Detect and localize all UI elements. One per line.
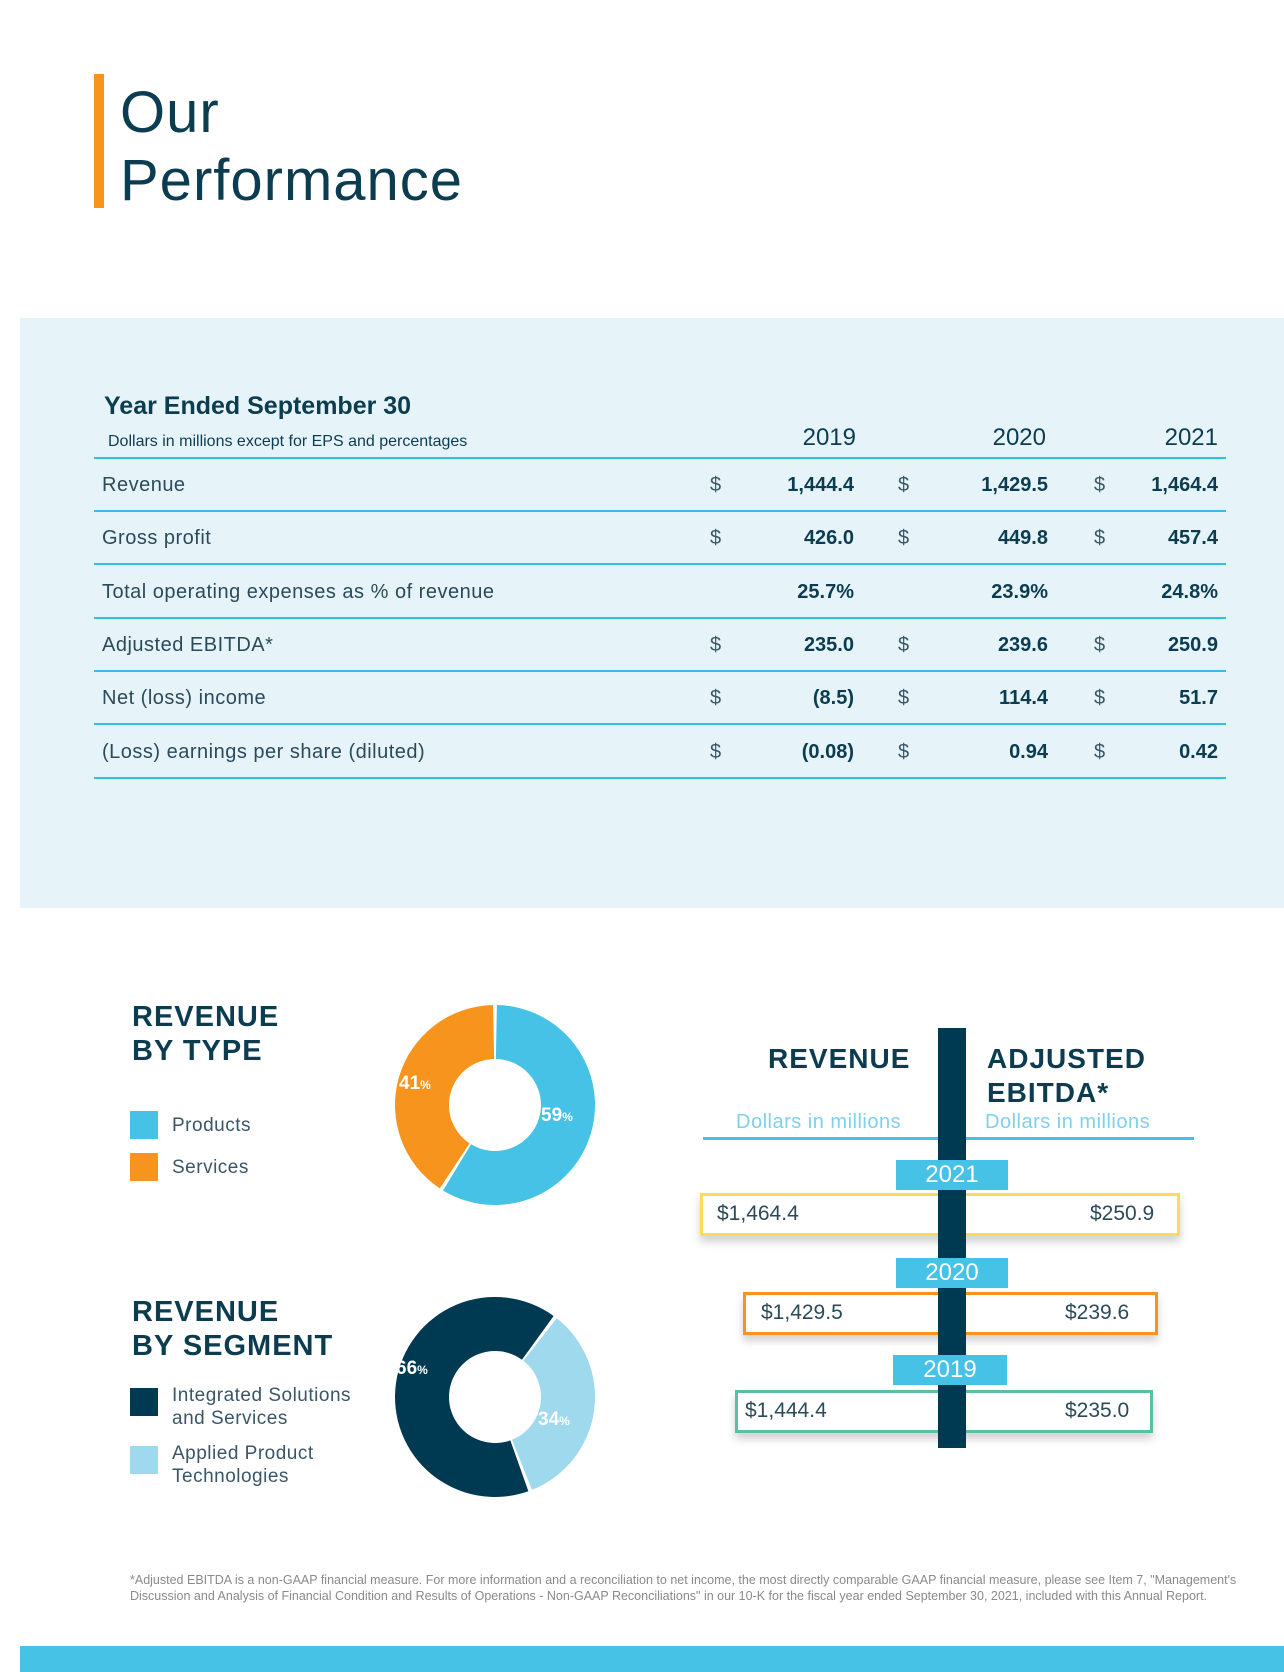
table-title: Year Ended September 30 — [104, 392, 412, 420]
rev-type-title-line1: REVENUE — [132, 1001, 280, 1033]
cell-value: 457.4 — [1167, 527, 1218, 549]
year-header-2020: 2020 — [992, 424, 1046, 451]
rev-segment-title-line1: REVENUE — [132, 1296, 280, 1328]
compare-sub-left: Dollars in millions — [736, 1111, 902, 1133]
currency-sign: $ — [898, 634, 910, 656]
currency-sign: $ — [710, 687, 722, 709]
revenue-value-2021: $1,464.4 — [717, 1202, 799, 1225]
table-subtitle: Dollars in millions except for EPS and percentages — [108, 433, 468, 450]
revenue-by-segment-donut — [390, 1292, 600, 1502]
row-label-adjusted-ebitda: Adjusted EBITDA* — [102, 634, 274, 656]
currency-sign: $ — [710, 527, 722, 549]
currency-sign: $ — [898, 687, 910, 709]
footnote: *Adjusted EBITDA is a non-GAAP financial measure. For more information and a reconciliation to net income, the most directly comparable GAAP financial measure, please see Item 7, "Management's Discussion and Analysis of Financial Condition and Results of Operations - Non-GAAP Reconciliations" in our 10-K for the fiscal year ended September 30, 2021, included with this Annual Report. — [130, 1573, 1237, 1603]
currency-sign: $ — [898, 474, 910, 496]
pct-label-integrated: 66% — [396, 1358, 428, 1379]
ebitda-value-2020: $239.6 — [1065, 1301, 1130, 1324]
currency-sign: $ — [1094, 474, 1106, 496]
currency-sign: $ — [898, 527, 910, 549]
table-divider — [94, 510, 1226, 512]
currency-sign: $ — [710, 741, 722, 763]
ebitda-value-2019: $235.0 — [1065, 1399, 1130, 1422]
cell-value: 250.9 — [1167, 634, 1218, 656]
cell-value: 51.7 — [1179, 687, 1218, 709]
cell-value: 24.8% — [1161, 581, 1218, 603]
legend-label-integrated: Integrated Solutions and Services — [172, 1385, 352, 1429]
legend-swatch-applied — [130, 1446, 158, 1474]
rev-type-title-line2: BY TYPE — [132, 1035, 263, 1067]
ebitda-value-2021: $250.9 — [1090, 1202, 1155, 1225]
legend-label-products: Products — [172, 1115, 251, 1136]
table-divider — [94, 670, 1226, 672]
cell-value: 449.8 — [997, 527, 1048, 549]
cell-value: 0.94 — [1009, 741, 1048, 763]
currency-sign: $ — [710, 634, 722, 656]
rev-segment-title-line2: BY SEGMENT — [132, 1330, 334, 1362]
pct-label-services: 41% — [399, 1073, 431, 1094]
table-divider — [94, 723, 1226, 725]
cell-value: 114.4 — [999, 687, 1048, 709]
compare-ebitda-header-line1: ADJUSTED — [987, 1043, 1146, 1074]
title-accent-bar — [94, 74, 104, 208]
revenue-value-2020: $1,429.5 — [761, 1301, 843, 1324]
pct-label-applied: 34% — [538, 1409, 570, 1430]
year-header-2021: 2021 — [1164, 424, 1218, 451]
pct-label-products: 59% — [541, 1105, 573, 1126]
cell-value: 239.6 — [997, 634, 1048, 656]
currency-sign: $ — [1094, 687, 1106, 709]
page-title-line2: Performance — [120, 148, 464, 213]
year-header-2019: 2019 — [802, 424, 856, 451]
table-divider — [94, 563, 1226, 565]
center-divider-pillar — [938, 1028, 966, 1448]
bottom-accent-bar — [20, 1646, 1284, 1672]
cell-value: 235.0 — [803, 634, 854, 656]
cell-value: 1,429.5 — [981, 474, 1048, 496]
row-label-revenue: Revenue — [102, 474, 186, 496]
currency-sign: $ — [710, 474, 722, 496]
compare-revenue-header: REVENUE — [768, 1043, 911, 1074]
cell-value: 1,444.4 — [787, 474, 854, 496]
compare-sub-right: Dollars in millions — [985, 1111, 1151, 1133]
row-label-net-income: Net (loss) income — [102, 687, 267, 709]
year-tag-2021: 2021 — [896, 1160, 1008, 1190]
cell-value: 23.9% — [991, 581, 1048, 603]
currency-sign: $ — [898, 741, 910, 763]
cell-value: 1,464.4 — [1151, 474, 1218, 496]
row-label-eps: (Loss) earnings per share (diluted) — [102, 741, 426, 763]
table-divider — [94, 457, 1226, 459]
cell-value: (0.08) — [801, 741, 854, 763]
revenue-by-type-donut — [390, 1000, 600, 1210]
currency-sign: $ — [1094, 741, 1106, 763]
page-title-line1: Our — [120, 80, 220, 145]
legend-label-applied: Applied Product Technologies — [172, 1443, 314, 1487]
compare-ebitda-header-line2: EBITDA* — [987, 1077, 1110, 1108]
cell-value: 0.42 — [1179, 741, 1218, 763]
table-divider — [94, 777, 1226, 779]
row-label-gross-profit: Gross profit — [102, 527, 212, 549]
cell-value: 25.7% — [797, 581, 854, 603]
table-divider — [94, 617, 1226, 619]
row-label-opex-pct: Total operating expenses as % of revenue — [102, 581, 495, 603]
currency-sign: $ — [1094, 527, 1106, 549]
cell-value: (8.5) — [812, 687, 854, 709]
legend-swatch-products — [130, 1111, 158, 1139]
revenue-value-2019: $1,444.4 — [745, 1399, 827, 1422]
year-tag-2020: 2020 — [896, 1258, 1008, 1288]
currency-sign: $ — [1094, 634, 1106, 656]
year-tag-2019: 2019 — [893, 1355, 1007, 1385]
legend-swatch-services — [130, 1153, 158, 1181]
cell-value: 426.0 — [803, 527, 854, 549]
legend-label-services: Services — [172, 1157, 249, 1178]
legend-swatch-integrated — [130, 1388, 158, 1416]
